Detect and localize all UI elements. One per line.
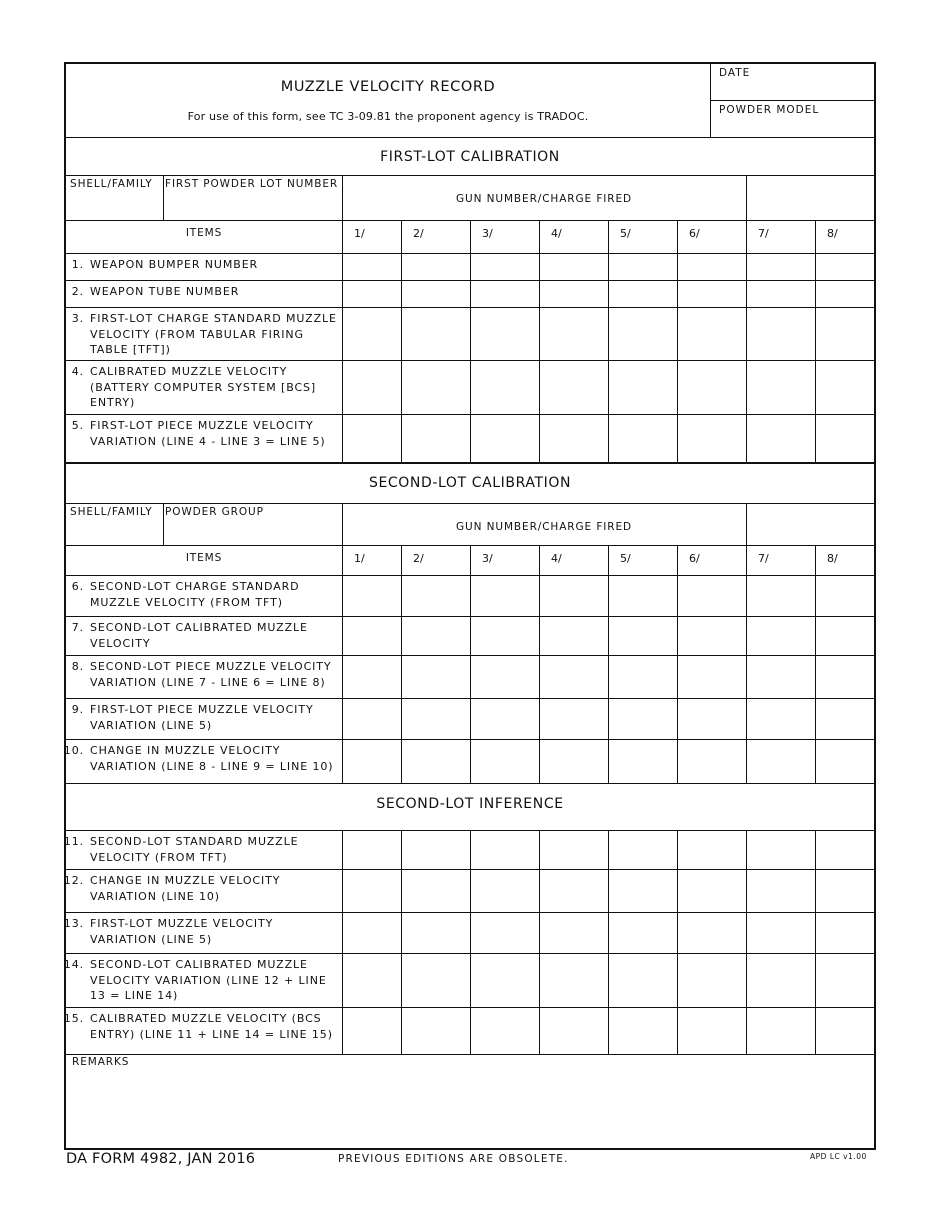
column-divider — [746, 253, 747, 462]
entry-cell[interactable] — [678, 656, 746, 698]
entry-cell[interactable] — [747, 1008, 815, 1054]
gun-column-header: 3/ — [482, 227, 493, 240]
item-number: 15. — [63, 1012, 84, 1025]
item-description — [90, 834, 340, 865]
entry-cell[interactable] — [678, 699, 746, 739]
entry-cell[interactable] — [816, 913, 874, 953]
gun-number-charge-label: GUN NUMBER/CHARGE FIRED — [456, 193, 632, 205]
entry-cell[interactable] — [402, 1008, 470, 1054]
item-row — [66, 253, 342, 280]
item-text-line: MUZZLE VELOCITY (FROM TFT) — [90, 595, 283, 609]
entry-cell[interactable] — [747, 415, 815, 462]
column-divider — [470, 830, 471, 1054]
gun-column-header: 7/ — [758, 552, 769, 565]
entry-cell[interactable] — [609, 361, 677, 414]
entry-cell[interactable] — [747, 954, 815, 1007]
entry-cell[interactable] — [402, 361, 470, 414]
column-divider — [539, 220, 540, 253]
entry-cell[interactable] — [540, 831, 608, 869]
item-text-line: TABLE [TFT]) — [90, 343, 171, 356]
entry-cell[interactable] — [402, 617, 470, 655]
item-row — [66, 575, 342, 616]
item-row — [66, 280, 342, 307]
item-description — [90, 743, 340, 774]
column-divider — [746, 545, 747, 575]
item-number: 6. — [71, 580, 84, 593]
item-text-line: (BATTERY COMPUTER SYSTEM [BCS] — [90, 380, 317, 394]
entry-cell[interactable] — [678, 913, 746, 953]
entry-cell[interactable] — [343, 740, 401, 783]
item-description — [90, 364, 340, 411]
column-divider — [746, 503, 747, 545]
entry-cell[interactable] — [816, 740, 874, 783]
gun-column-header: 5/ — [620, 227, 631, 240]
gun-column-header: 8/ — [827, 552, 838, 565]
entry-cell[interactable] — [343, 576, 401, 616]
entry-cell[interactable] — [816, 361, 874, 414]
entry-cell[interactable] — [343, 281, 401, 307]
column-divider — [539, 575, 540, 783]
row-divider — [66, 783, 874, 784]
item-description — [90, 916, 340, 947]
column-divider — [401, 220, 402, 253]
column-divider — [815, 545, 816, 575]
column-divider — [815, 253, 816, 462]
powder-model-field[interactable] — [711, 101, 875, 137]
item-number: 13. — [63, 917, 84, 930]
item-text-line: VARIATION (LINE 8 - LINE 9 = LINE 10) — [90, 759, 334, 773]
entry-cell[interactable] — [471, 617, 539, 655]
item-number: 8. — [71, 660, 84, 673]
entry-cell[interactable] — [540, 281, 608, 307]
entry-cell[interactable] — [402, 656, 470, 698]
item-number: 7. — [71, 621, 84, 634]
entry-cell[interactable] — [540, 254, 608, 280]
item-text-line: FIRST-LOT PIECE MUZZLE VELOCITY — [90, 419, 314, 432]
entry-cell[interactable] — [816, 954, 874, 1007]
gun-column-header: 4/ — [551, 552, 562, 565]
gun-column-header: 1/ — [354, 552, 365, 565]
column-divider — [815, 575, 816, 783]
item-row — [66, 698, 342, 739]
entry-cell[interactable] — [471, 699, 539, 739]
item-description — [90, 620, 340, 651]
entry-cell[interactable] — [540, 1008, 608, 1054]
item-description — [90, 257, 340, 273]
entry-cell[interactable] — [471, 576, 539, 616]
column-divider — [401, 830, 402, 1054]
item-number: 10. — [63, 744, 84, 757]
shell-family-label: SHELL/FAMILY — [70, 178, 153, 190]
entry-cell[interactable] — [816, 415, 874, 462]
entry-cell[interactable] — [609, 308, 677, 360]
entry-cell[interactable] — [816, 1008, 874, 1054]
items-header: ITEMS — [185, 227, 223, 239]
apd-version: APD LC v1.00 — [810, 1152, 867, 1161]
entry-cell[interactable] — [678, 954, 746, 1007]
item-text-line: VELOCITY VARIATION (LINE 12 + LINE — [90, 973, 327, 987]
entry-cell[interactable] — [471, 954, 539, 1007]
entry-cell[interactable] — [402, 913, 470, 953]
item-description — [90, 957, 340, 1004]
gun-column-header: 3/ — [482, 552, 493, 565]
item-description — [90, 702, 340, 733]
entry-cell[interactable] — [816, 699, 874, 739]
entry-cell[interactable] — [747, 913, 815, 953]
column-divider — [539, 545, 540, 575]
entry-cell[interactable] — [609, 954, 677, 1007]
entry-cell[interactable] — [747, 361, 815, 414]
column-divider — [677, 575, 678, 783]
column-divider — [815, 220, 816, 253]
column-divider — [746, 575, 747, 783]
date-label: DATE — [719, 67, 751, 79]
remarks-label: REMARKS — [72, 1056, 130, 1068]
gun-number-charge-label: GUN NUMBER/CHARGE FIRED — [456, 521, 632, 533]
item-text-line: VARIATION (LINE 7 - LINE 6 = LINE 8) — [90, 675, 326, 689]
entry-cell[interactable] — [609, 617, 677, 655]
entry-cell[interactable] — [471, 913, 539, 953]
item-text-line: FIRST-LOT CHARGE STANDARD MUZZLE — [90, 312, 337, 325]
form-title: MUZZLE VELOCITY RECORD — [280, 79, 496, 95]
entry-cell[interactable] — [402, 415, 470, 462]
entry-cell[interactable] — [816, 617, 874, 655]
item-row — [66, 414, 342, 462]
entry-cell[interactable] — [609, 831, 677, 869]
item-row — [66, 360, 342, 414]
entry-cell[interactable] — [609, 913, 677, 953]
shell-family-label: SHELL/FAMILY — [70, 506, 153, 518]
column-divider — [342, 220, 343, 253]
entry-cell[interactable] — [678, 415, 746, 462]
column-divider — [608, 253, 609, 462]
item-text-line: VELOCITY (FROM TFT) — [90, 850, 228, 864]
entry-cell[interactable] — [747, 699, 815, 739]
entry-cell[interactable] — [609, 415, 677, 462]
entry-cell[interactable] — [402, 699, 470, 739]
entry-cell[interactable] — [402, 281, 470, 307]
entry-cell[interactable] — [747, 281, 815, 307]
entry-cell[interactable] — [816, 254, 874, 280]
entry-cell[interactable] — [678, 576, 746, 616]
column-divider — [401, 545, 402, 575]
item-number: 1. — [71, 258, 84, 271]
item-number: 11. — [63, 835, 84, 848]
remarks-field[interactable] — [66, 1054, 874, 1148]
entry-cell[interactable] — [343, 1008, 401, 1054]
entry-cell[interactable] — [343, 617, 401, 655]
entry-cell[interactable] — [343, 308, 401, 360]
muzzle-velocity-form — [64, 62, 876, 1150]
item-text-line: VARIATION (LINE 5) — [90, 932, 213, 946]
entry-cell[interactable] — [471, 870, 539, 912]
column-divider — [746, 220, 747, 253]
column-divider — [539, 253, 540, 462]
entry-cell[interactable] — [471, 415, 539, 462]
column-divider — [608, 545, 609, 575]
entry-cell[interactable] — [471, 1008, 539, 1054]
powder-model-label: POWDER MODEL — [719, 104, 820, 116]
entry-cell[interactable] — [678, 281, 746, 307]
item-text-line: ENTRY) (LINE 11 + LINE 14 = LINE 15) — [90, 1027, 333, 1041]
date-field[interactable] — [711, 64, 875, 101]
entry-cell[interactable] — [343, 954, 401, 1007]
item-text-line: SECOND-LOT STANDARD MUZZLE — [90, 835, 299, 848]
item-text-line: VELOCITY (FROM TABULAR FIRING — [90, 327, 304, 341]
entry-cell[interactable] — [540, 361, 608, 414]
entry-cell[interactable] — [343, 254, 401, 280]
entry-cell[interactable] — [540, 699, 608, 739]
entry-cell[interactable] — [343, 913, 401, 953]
entry-cell[interactable] — [402, 576, 470, 616]
item-number: 12. — [63, 874, 84, 887]
entry-cell[interactable] — [609, 870, 677, 912]
item-text-line: VELOCITY — [90, 636, 151, 650]
gun-column-header: 5/ — [620, 552, 631, 565]
entry-cell[interactable] — [816, 870, 874, 912]
items-header: ITEMS — [185, 552, 223, 564]
entry-cell[interactable] — [609, 576, 677, 616]
item-text-line: FIRST-LOT MUZZLE VELOCITY — [90, 917, 274, 930]
entry-cell[interactable] — [540, 740, 608, 783]
entry-cell[interactable] — [609, 281, 677, 307]
entry-cell[interactable] — [402, 740, 470, 783]
entry-cell[interactable] — [747, 870, 815, 912]
column-divider — [539, 830, 540, 1054]
gun-column-header: 7/ — [758, 227, 769, 240]
item-description — [90, 284, 340, 300]
form-id: DA FORM 4982, JAN 2016 — [66, 1151, 256, 1167]
item-number: 9. — [71, 703, 84, 716]
entry-cell[interactable] — [343, 361, 401, 414]
item-row — [63, 830, 342, 869]
gun-column-header: 8/ — [827, 227, 838, 240]
item-text-line: SECOND-LOT PIECE MUZZLE VELOCITY — [90, 660, 332, 673]
entry-cell[interactable] — [678, 308, 746, 360]
entry-cell[interactable] — [609, 740, 677, 783]
item-text-line: CALIBRATED MUZZLE VELOCITY — [90, 365, 288, 378]
entry-cell[interactable] — [402, 954, 470, 1007]
entry-cell[interactable] — [747, 656, 815, 698]
column-divider — [401, 575, 402, 783]
item-text-line: VARIATION (LINE 10) — [90, 889, 220, 903]
first-powder-lot-label: FIRST POWDER LOT NUMBER — [165, 178, 339, 190]
entry-cell[interactable] — [747, 576, 815, 616]
previous-editions-note: PREVIOUS EDITIONS ARE OBSOLETE. — [338, 1153, 569, 1165]
item-description — [90, 311, 340, 358]
column-divider — [470, 253, 471, 462]
entry-cell[interactable] — [678, 361, 746, 414]
item-text-line: CHANGE IN MUZZLE VELOCITY — [90, 874, 281, 887]
powder-group-label: POWDER GROUP — [165, 506, 264, 518]
gun-column-header: 1/ — [354, 227, 365, 240]
section-divider — [66, 462, 874, 464]
entry-cell[interactable] — [816, 656, 874, 698]
entry-cell[interactable] — [540, 308, 608, 360]
entry-cell[interactable] — [540, 870, 608, 912]
entry-cell[interactable] — [678, 254, 746, 280]
column-divider — [677, 220, 678, 253]
entry-cell[interactable] — [747, 740, 815, 783]
entry-cell[interactable] — [747, 831, 815, 869]
item-row — [63, 869, 342, 912]
entry-cell[interactable] — [471, 656, 539, 698]
item-text-line: SECOND-LOT CALIBRATED MUZZLE — [90, 621, 308, 634]
form-header — [66, 64, 874, 138]
column-divider — [470, 220, 471, 253]
entry-cell[interactable] — [540, 576, 608, 616]
column-divider — [746, 830, 747, 1054]
item-number: 2. — [71, 285, 84, 298]
entry-cell[interactable] — [747, 254, 815, 280]
column-divider — [677, 545, 678, 575]
form-subtitle: For use of this form, see TC 3-09.81 the proponent agency is TRADOC. — [187, 110, 589, 123]
item-row — [63, 1007, 342, 1054]
item-text-line: CALIBRATED MUZZLE VELOCITY (BCS — [90, 1012, 322, 1025]
entry-cell[interactable] — [609, 699, 677, 739]
entry-cell[interactable] — [816, 831, 874, 869]
entry-cell[interactable] — [609, 656, 677, 698]
item-text-line: WEAPON BUMPER NUMBER — [90, 258, 259, 271]
entry-cell[interactable] — [678, 740, 746, 783]
entry-cell[interactable] — [540, 415, 608, 462]
column-divider — [746, 175, 747, 220]
gun-column-header: 2/ — [413, 227, 424, 240]
entry-cell[interactable] — [471, 740, 539, 783]
item-text-line: VARIATION (LINE 4 - LINE 3 = LINE 5) — [90, 434, 326, 448]
column-divider — [342, 545, 343, 575]
item-row — [66, 616, 342, 655]
item-text-line: CHANGE IN MUZZLE VELOCITY — [90, 744, 281, 757]
entry-cell[interactable] — [678, 831, 746, 869]
column-divider — [401, 253, 402, 462]
entry-cell[interactable] — [343, 870, 401, 912]
entry-cell[interactable] — [343, 831, 401, 869]
entry-cell[interactable] — [402, 254, 470, 280]
column-divider — [815, 830, 816, 1054]
column-divider — [342, 830, 343, 1054]
item-number: 14. — [63, 958, 84, 971]
column-divider — [608, 220, 609, 253]
column-divider — [470, 545, 471, 575]
entry-cell[interactable] — [343, 699, 401, 739]
entry-cell[interactable] — [471, 254, 539, 280]
entry-cell[interactable] — [540, 617, 608, 655]
item-text-line: SECOND-LOT CALIBRATED MUZZLE — [90, 958, 308, 971]
item-text-line: FIRST-LOT PIECE MUZZLE VELOCITY — [90, 703, 314, 716]
entry-cell[interactable] — [678, 1008, 746, 1054]
column-divider — [677, 253, 678, 462]
item-description — [90, 1011, 340, 1042]
entry-cell[interactable] — [540, 656, 608, 698]
entry-cell[interactable] — [471, 281, 539, 307]
entry-cell[interactable] — [343, 415, 401, 462]
item-number: 3. — [71, 312, 84, 325]
entry-cell[interactable] — [540, 954, 608, 1007]
gun-column-header: 2/ — [413, 552, 424, 565]
entry-cell[interactable] — [402, 870, 470, 912]
entry-cell[interactable] — [678, 617, 746, 655]
entry-cell[interactable] — [816, 308, 874, 360]
entry-cell[interactable] — [678, 870, 746, 912]
entry-cell[interactable] — [609, 1008, 677, 1054]
item-row — [66, 655, 342, 698]
item-description — [90, 418, 340, 449]
column-divider — [470, 575, 471, 783]
column-divider — [677, 830, 678, 1054]
entry-cell[interactable] — [471, 831, 539, 869]
entry-cell[interactable] — [471, 308, 539, 360]
entry-cell[interactable] — [471, 361, 539, 414]
item-row — [63, 953, 342, 1007]
column-divider — [342, 253, 343, 462]
item-text-line: ENTRY) — [90, 396, 136, 409]
item-row — [63, 739, 342, 783]
entry-cell[interactable] — [540, 913, 608, 953]
column-divider — [608, 575, 609, 783]
gun-column-header: 6/ — [689, 227, 700, 240]
column-divider — [342, 575, 343, 783]
entry-cell[interactable] — [402, 831, 470, 869]
entry-cell[interactable] — [609, 254, 677, 280]
item-description — [90, 659, 340, 690]
section-title: SECOND-LOT INFERENCE — [376, 796, 564, 812]
item-text-line: WEAPON TUBE NUMBER — [90, 285, 240, 298]
entry-cell[interactable] — [747, 617, 815, 655]
item-text-line: 13 = LINE 14) — [90, 989, 179, 1002]
item-description — [90, 579, 340, 610]
item-text-line: VARIATION (LINE 5) — [90, 718, 213, 732]
item-description — [90, 873, 340, 904]
item-text-line: SECOND-LOT CHARGE STANDARD — [90, 580, 300, 593]
header-right-block — [710, 64, 875, 137]
entry-cell[interactable] — [747, 308, 815, 360]
gun-column-header: 6/ — [689, 552, 700, 565]
entry-cell[interactable] — [402, 308, 470, 360]
item-row — [66, 307, 342, 360]
item-number: 4. — [71, 365, 84, 378]
item-row — [63, 912, 342, 953]
gun-column-header: 4/ — [551, 227, 562, 240]
entry-cell[interactable] — [816, 576, 874, 616]
entry-cell[interactable] — [816, 281, 874, 307]
entry-cell[interactable] — [343, 656, 401, 698]
column-divider — [608, 830, 609, 1054]
item-number: 5. — [71, 419, 84, 432]
section-title: SECOND-LOT CALIBRATION — [368, 475, 572, 491]
section-title: FIRST-LOT CALIBRATION — [380, 149, 560, 165]
